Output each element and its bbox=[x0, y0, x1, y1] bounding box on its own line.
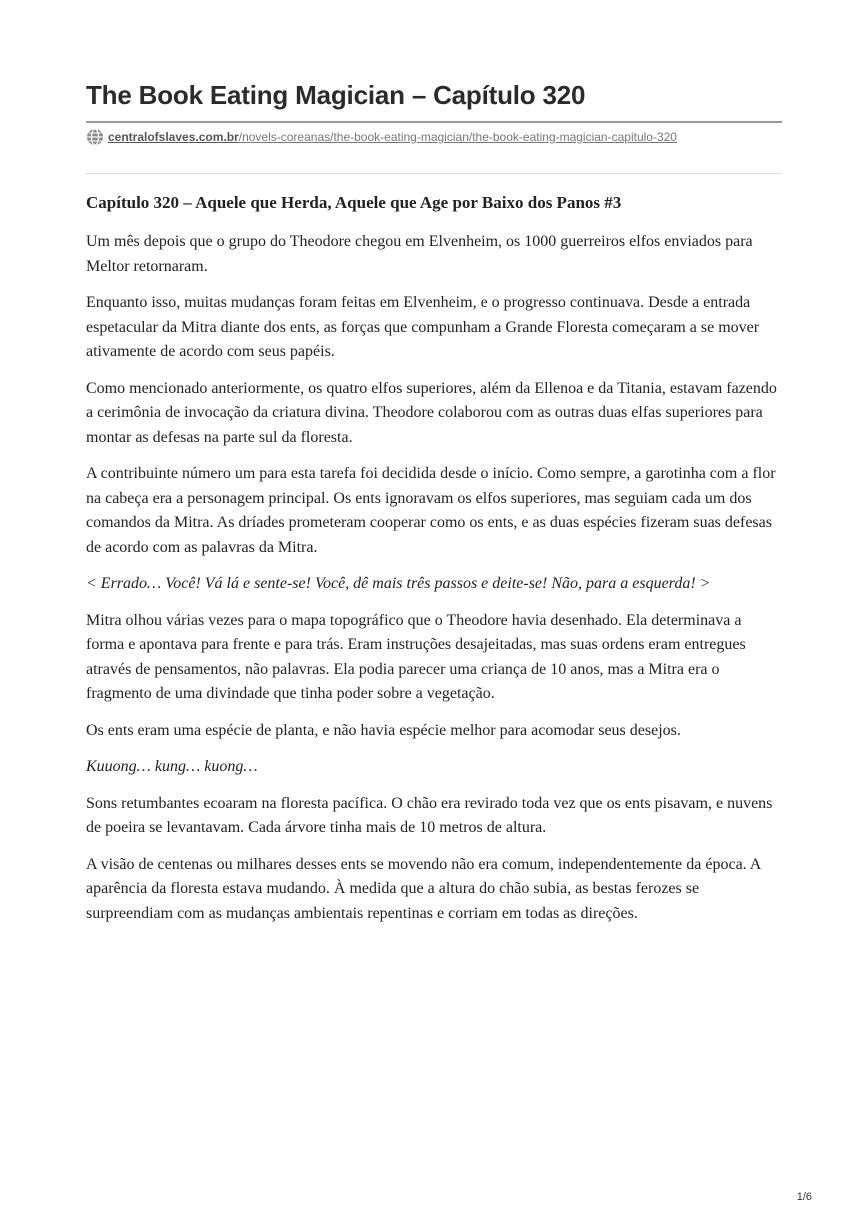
paragraph: A contribuinte número um para esta tarefa foi decidida desde o início. Como sempre, a garotinha com a flor na cabeça era a personagem principal. Os ents ignoravam os elfos superiores, mas seguiam cada um dos comandos da Mitra. As dríades prometeram cooperar como os ents, e as duas espécies fizeram suas defesas de acordo com as palavras da Mitra. bbox=[86, 465, 776, 556]
globe-icon bbox=[86, 128, 104, 146]
paragraph: Um mês depois que o grupo do Theodore chegou em Elvenheim, os 1000 guerreiros elfos enviados para Meltor retornaram. bbox=[86, 233, 753, 275]
paragraph: Como mencionado anteriormente, os quatro elfos superiores, além da Ellenoa e da Titania, estavam fazendo a cerimônia de invocação da criatura divina. Theodore colaborou com as outras duas elfas superiores para montar as defesas na parte sul da floresta. bbox=[86, 379, 777, 446]
chapter-heading: Capítulo 320 – Aquele que Herda, Aquele que Age por Baixo dos Panos #3 bbox=[86, 193, 622, 212]
source-url[interactable] bbox=[86, 128, 677, 146]
source-path[interactable]: /novels-coreanas/the-book-eating-magician/the-book-eating-magician-capitulo-320 bbox=[238, 130, 677, 144]
paragraph: A visão de centenas ou milhares desses ents se movendo não era comum, independentemente da época. A aparência da floresta estava mudando. À medida que a altura do chão subia, as bestas ferozes se surpreendiam com as mudanças ambientais repentinas e corriam em todas as direções. bbox=[86, 855, 761, 922]
paragraph: Enquanto isso, muitas mudanças foram feitas em Elvenheim, e o progresso continuava. Desde a entrada espetacular da Mitra diante dos ents, as forças que compunham a Grande Floresta começaram a se mover ativamente de acordo com seus papéis. bbox=[86, 294, 760, 360]
source-domain[interactable]: centralofslaves.com.br bbox=[108, 130, 239, 144]
title-divider bbox=[86, 121, 782, 123]
article-body bbox=[86, 190, 782, 938]
italic-paragraph: < Errado… Você! Vá lá e sente-se! Você, dê mais três passos e deite-se! Não, para a esquerda! > bbox=[86, 575, 711, 592]
paragraph: Sons retumbantes ecoaram na floresta pacífica. O chão era revirado toda vez que os ents pisavam, e nuvens de poeira se levantavam. Cada árvore tinha mais de 10 metros de altura. bbox=[86, 794, 773, 836]
paragraph: Mitra olhou várias vezes para o mapa topográfico que o Theodore havia desenhado. Ela determinava a forma e apontava para frente e para trás. Eram instruções desajeitadas, mas suas ordens eram entregues através de pensamentos, não palavras. Ela podia parecer uma criança de 10 anos, mas a Mitra era o fragmento de uma divindade que tinha poder sobre a vegetação. bbox=[86, 611, 746, 702]
page-number: 1/6 bbox=[796, 1191, 812, 1203]
header-divider bbox=[86, 173, 782, 174]
page-title: The Book Eating Magician – Capítulo 320 bbox=[86, 80, 586, 110]
italic-paragraph: Kuuong… kung… kuong… bbox=[86, 758, 258, 775]
paragraph: Os ents eram uma espécie de planta, e não havia espécie melhor para acomodar seus desejos. bbox=[86, 721, 681, 739]
